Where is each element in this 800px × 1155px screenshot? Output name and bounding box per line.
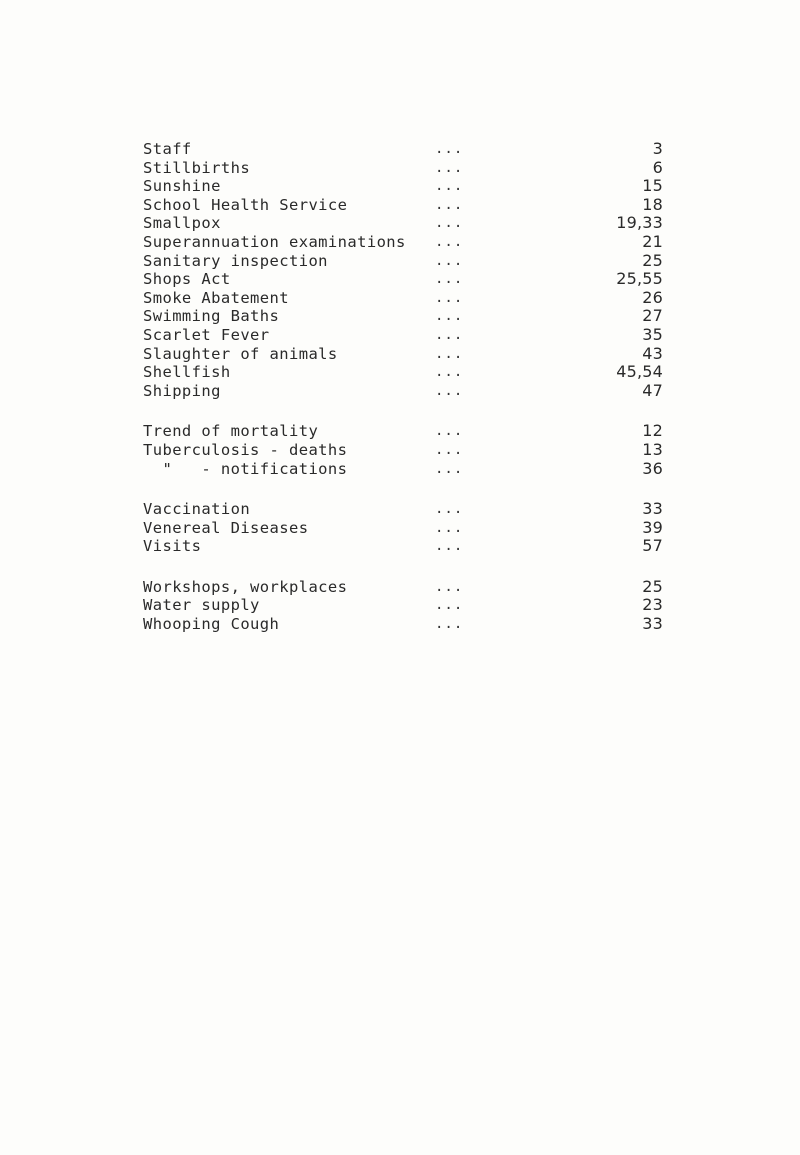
- entry-term: Sanitary inspection: [143, 251, 328, 270]
- dot-leader: ...: [435, 382, 464, 399]
- index-group-s: [143, 140, 663, 400]
- index-entry: [143, 214, 663, 233]
- dot-leader: ...: [435, 233, 464, 250]
- entry-term: Shipping: [143, 381, 221, 400]
- entry-term: Staff: [143, 140, 192, 158]
- entry-page-numbers: 21: [642, 231, 663, 251]
- entry-term: Visits: [143, 537, 202, 556]
- entry-page-numbers: 15: [642, 176, 663, 196]
- dot-leader: ...: [435, 441, 464, 458]
- index-entry: [143, 615, 663, 634]
- entry-page-numbers: 25,55: [616, 269, 663, 289]
- index-entry: [143, 537, 663, 556]
- entry-page-numbers: 25: [642, 576, 663, 596]
- entry-page-numbers: 36: [642, 458, 663, 478]
- entry-term: Shops Act: [143, 270, 231, 289]
- entry-term: Trend of mortality: [143, 422, 319, 441]
- index-entry: [143, 500, 663, 519]
- entry-page-numbers: 26: [642, 287, 663, 307]
- index-entry: [143, 441, 663, 460]
- entry-term: Swimming Baths: [143, 307, 280, 326]
- index-entry: [143, 422, 663, 441]
- entry-term: Tuberculosis - deaths: [143, 440, 348, 459]
- dot-leader: ...: [435, 252, 464, 269]
- entry-term: Whooping Cough: [143, 615, 280, 634]
- index-list: [143, 140, 663, 634]
- index-entry: [143, 140, 663, 159]
- entry-term: Workshops, workplaces: [143, 577, 348, 596]
- entry-term: Smallpox: [143, 214, 221, 233]
- index-group-w: [143, 578, 663, 634]
- index-entry: [143, 307, 663, 326]
- index-entry: [143, 177, 663, 196]
- entry-page-numbers: 12: [642, 421, 663, 441]
- dot-leader: ...: [435, 538, 464, 555]
- entry-page-numbers: 23: [642, 595, 663, 615]
- entry-term: Shellfish: [143, 363, 231, 382]
- dot-leader: ...: [435, 178, 464, 195]
- index-entry: [143, 252, 663, 271]
- entry-term: Venereal Diseases: [143, 518, 309, 537]
- entry-page-numbers: 47: [642, 380, 663, 400]
- index-group-t: [143, 422, 663, 478]
- entry-page-numbers: 43: [642, 343, 663, 363]
- dot-leader: ...: [435, 501, 464, 518]
- dot-leader: ...: [435, 141, 464, 157]
- entry-page-numbers: 45,54: [616, 362, 663, 382]
- index-entry: [143, 363, 663, 382]
- index-group-v: [143, 500, 663, 556]
- entry-page-numbers: 19,33: [616, 213, 663, 233]
- entry-page-numbers: 33: [642, 614, 663, 634]
- entry-term: Smoke Abatement: [143, 288, 289, 307]
- entry-page-numbers: 13: [642, 439, 663, 459]
- entry-page-numbers: 39: [642, 517, 663, 537]
- entry-term: Water supply: [143, 596, 260, 615]
- index-entry: [143, 270, 663, 289]
- dot-leader: ...: [435, 159, 464, 176]
- entry-page-numbers: 25: [642, 250, 663, 270]
- dot-leader: ...: [435, 196, 464, 213]
- dot-leader: ...: [435, 460, 464, 477]
- dot-leader: ...: [435, 271, 464, 288]
- index-entry: [143, 159, 663, 178]
- dot-leader: ...: [435, 345, 464, 362]
- index-entry: [143, 460, 663, 479]
- index-entry: [143, 196, 663, 215]
- entry-page-numbers: 57: [642, 536, 663, 556]
- entry-page-numbers: 33: [642, 499, 663, 519]
- dot-leader: ...: [435, 289, 464, 306]
- entry-term: " - notifications: [143, 459, 348, 478]
- entry-page-numbers: 3: [652, 139, 663, 158]
- entry-page-numbers: 27: [642, 306, 663, 326]
- entry-term: School Health Service: [143, 195, 348, 214]
- index-entry: [143, 345, 663, 364]
- entry-term: Vaccination: [143, 500, 251, 519]
- entry-term: Superannuation examinations: [143, 232, 406, 251]
- dot-leader: ...: [435, 423, 464, 440]
- dot-leader: ...: [435, 364, 464, 381]
- index-entry: [143, 289, 663, 308]
- entry-page-numbers: 18: [642, 194, 663, 214]
- dot-leader: ...: [435, 578, 464, 595]
- index-entry: [143, 578, 663, 597]
- entry-page-numbers: 6: [652, 157, 663, 177]
- entry-page-numbers: 35: [642, 324, 663, 344]
- index-entry: [143, 233, 663, 252]
- entry-term: Stillbirths: [143, 158, 251, 177]
- dot-leader: ...: [435, 519, 464, 536]
- index-entry: [143, 382, 663, 401]
- entry-term: Scarlet Fever: [143, 325, 270, 344]
- dot-leader: ...: [435, 215, 464, 232]
- dot-leader: ...: [435, 616, 464, 633]
- dot-leader: ...: [435, 308, 464, 325]
- index-entry: [143, 596, 663, 615]
- entry-term: Slaughter of animals: [143, 344, 338, 363]
- dot-leader: ...: [435, 326, 464, 343]
- index-entry: [143, 519, 663, 538]
- dot-leader: ...: [435, 597, 464, 614]
- index-entry: [143, 326, 663, 345]
- entry-term: Sunshine: [143, 177, 221, 196]
